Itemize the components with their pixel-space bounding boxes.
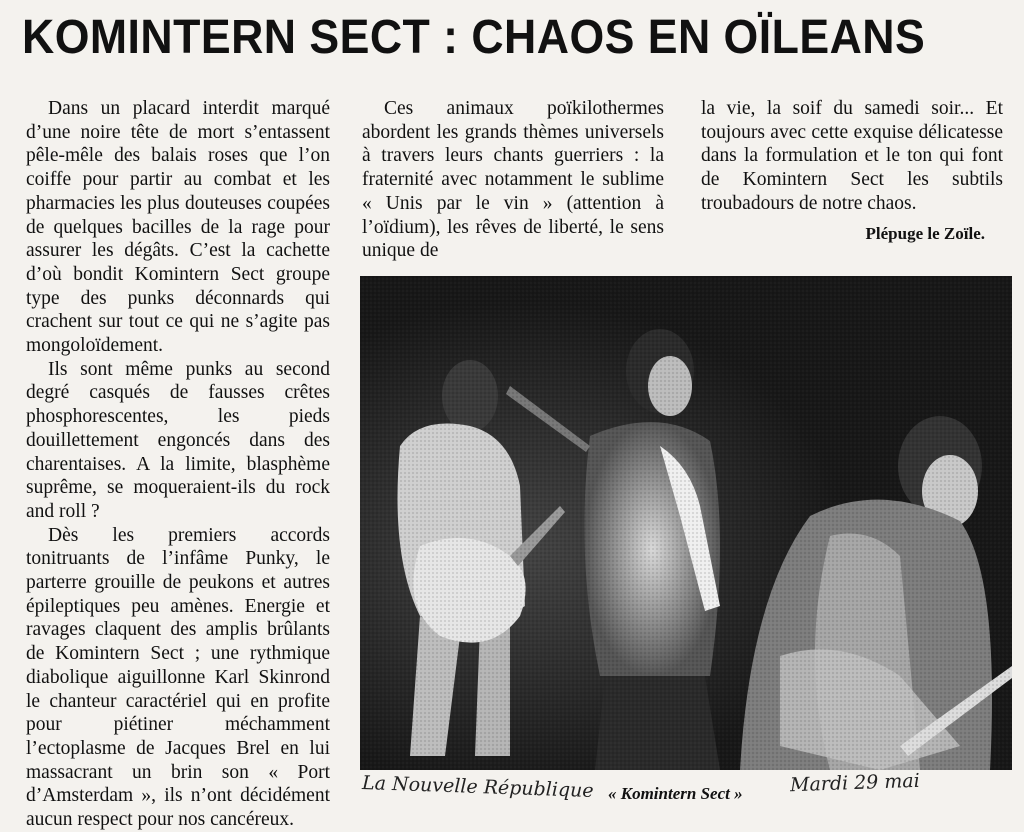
band-photo-illustration: [360, 276, 1012, 770]
band-photo: [360, 276, 1012, 770]
paragraph: la vie, la soif du samedi soir... Et toujours avec cette exquise délicatesse dans la formulation et le ton qui font de Komintern Sect les subtils troubadours de notre chaos.: [701, 98, 1003, 214]
paragraph: Ils sont même punks au second degré casqués de fausses crêtes phosphorescentes, les pieds douillettement engoncés dans des charentaises. A la limite, blasphème suprême, se moqueraient-ils du rock and roll ?: [26, 358, 330, 522]
headline: KOMINTERN SECT : CHAOS EN OÏLEANS: [22, 11, 926, 64]
handwritten-date-note: Mardi 29 mai: [789, 769, 921, 797]
handwritten-source-note: La Nouvelle République: [361, 771, 594, 803]
author-signature: Plépuge le Zoïle.: [865, 223, 985, 243]
paragraph: Dans un placard interdit marqué d’une noire tête de mort s’entassent pêle-mêle des balais roses que l’on coiffe pour partir au combat et les pharmacies les plus douteuses coupées de quelques bacilles de la rage pour assurer les dégâts. C’est la cachette d’où bondit Komintern Sect groupe type des punks déconnards qui crachent sur tout ce qui ne s’agite pas mongoloïdement.: [26, 98, 330, 357]
paragraph: Dès les premiers accords tonitruants de l’infâme Punky, le parterre grouille de peukons et autres épileptiques peu amènes. Energie et ravages claquent des amplis brûlants de Komintern Sect ; une rythmique diabolique aiguillonne Karl Skinrond le chanteur caractériel qui en profite pour piétiner méchamment l’ectoplasme de Jacques Brel en lui massacrant un brin son « Port d’Amsterdam », ils n’ont décidément aucun respect pour nos cancéreux.: [26, 524, 330, 831]
photo-caption: « Komintern Sect »: [608, 784, 743, 803]
article-column-1: [26, 97, 330, 832]
article-column-2: [362, 97, 664, 263]
paragraph: Ces animaux poïkilothermes abordent les grands thèmes universels à travers leurs chants guerriers : la fraternité avec notamment le sublime « Unis par le vin » (attention à l’oïdium), les rêves de liberté, le sens unique de: [362, 98, 664, 262]
article-column-3: [701, 97, 1003, 245]
